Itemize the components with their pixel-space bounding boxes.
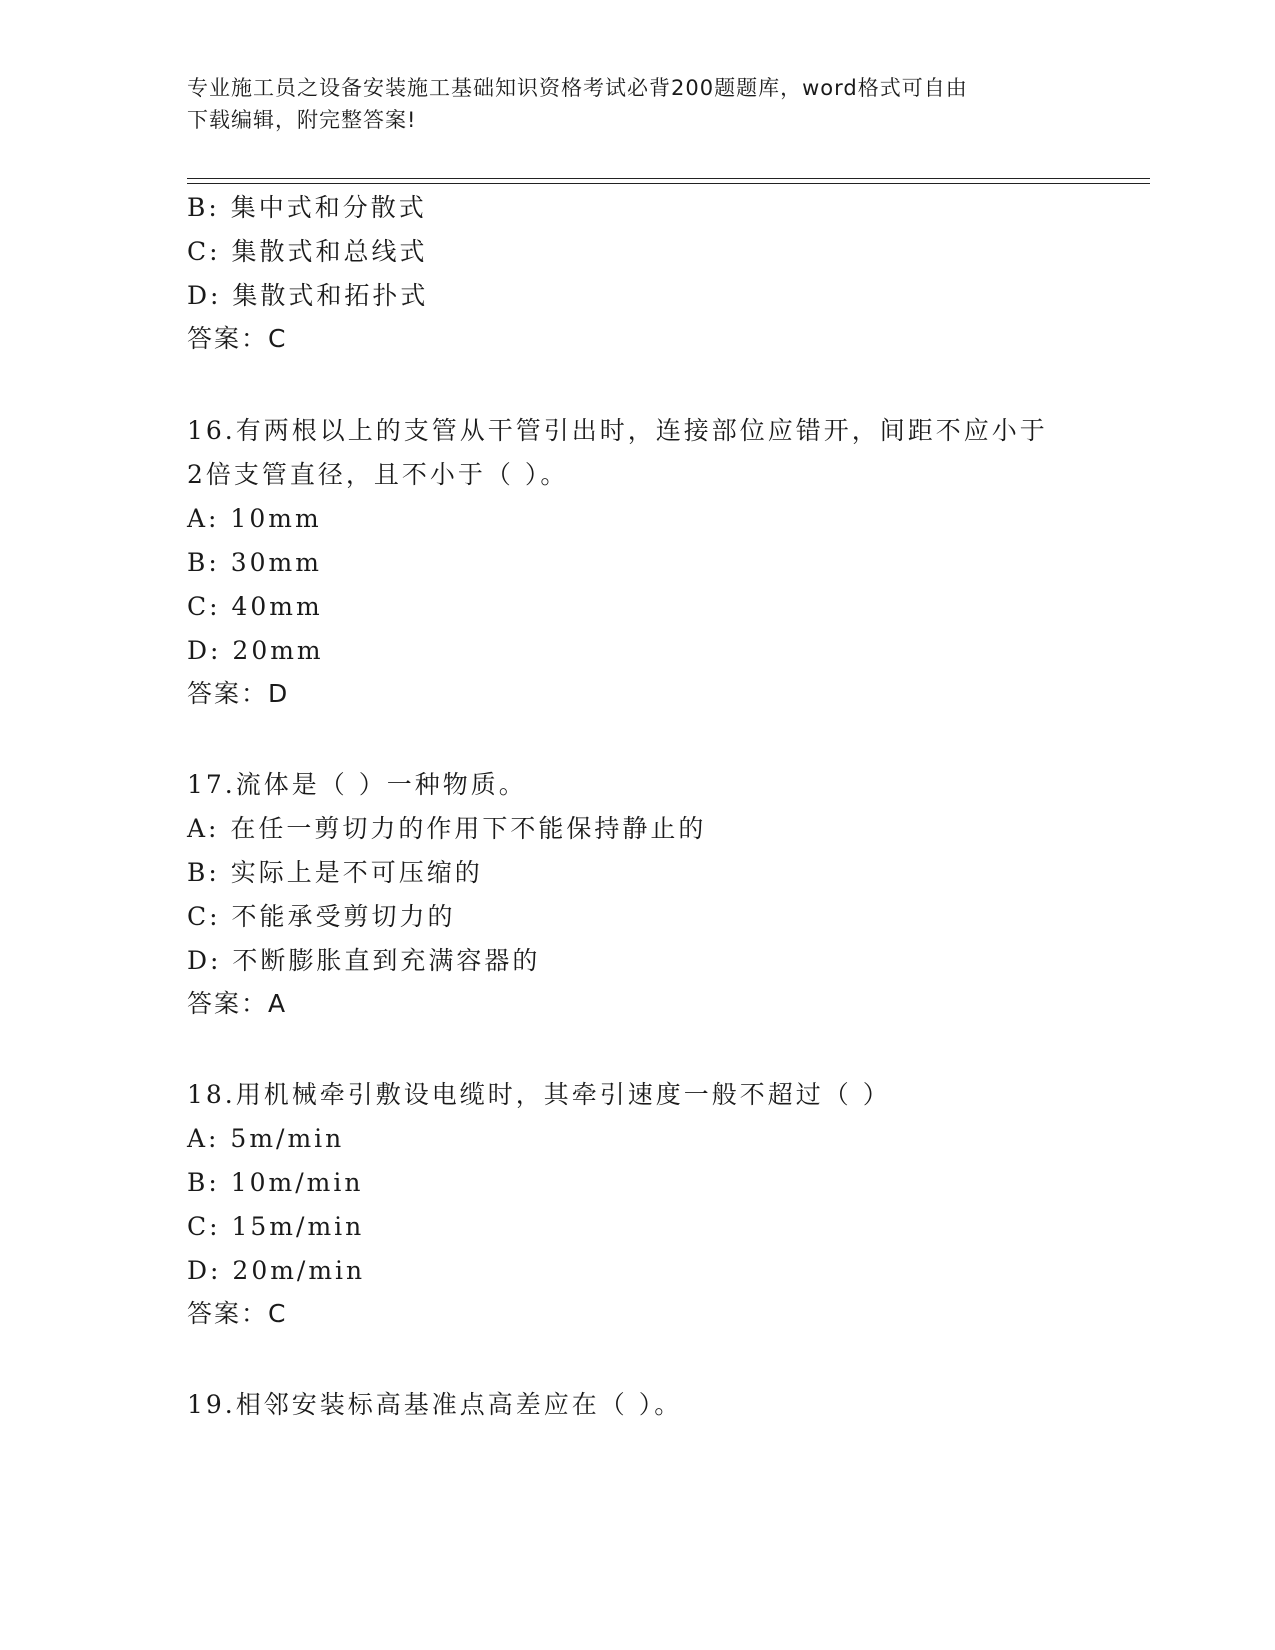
q16-option-d: D: 20mm xyxy=(187,636,324,665)
q17-option-d: D: 不断膨胀直到充满容器的 xyxy=(187,946,541,975)
q16-answer: 答案：D xyxy=(187,679,290,708)
q18-option-d: D: 20m/min xyxy=(187,1256,366,1285)
q17-stem: 17.流体是（ ）一种物质。 xyxy=(187,770,527,799)
q16-option-c: C: 40mm xyxy=(187,592,323,621)
q17-answer: 答案：A xyxy=(187,989,288,1018)
q17-option-a: A: 在任一剪切力的作用下不能保持静止的 xyxy=(187,814,707,843)
header-divider-bottom xyxy=(187,183,1150,184)
q16-stem-line-2: 2倍支管直径，且不小于（ ）。 xyxy=(187,460,569,489)
q17-option-b: B: 实际上是不可压缩的 xyxy=(187,858,483,887)
q17-option-c: C: 不能承受剪切力的 xyxy=(187,902,456,931)
q16-option-b: B: 30mm xyxy=(187,548,322,577)
q19-stem: 19.相邻安装标高基准点高差应在（ ）。 xyxy=(187,1390,683,1419)
q16-stem-line-1: 16.有两根以上的支管从干管引出时，连接部位应错开，间距不应小于 xyxy=(187,416,1048,445)
q18-option-c: C: 15m/min xyxy=(187,1212,365,1241)
document-header xyxy=(187,72,1087,136)
q18-option-b: B: 10m/min xyxy=(187,1168,364,1197)
header-line-2: 下载编辑，附完整答案! xyxy=(187,108,417,132)
q15-answer: 答案：C xyxy=(187,324,288,353)
q18-option-a: A: 5m/min xyxy=(187,1124,345,1153)
q15-option-b: B: 集中式和分散式 xyxy=(187,193,427,222)
header-divider-top xyxy=(187,178,1150,179)
q15-option-c: C: 集散式和总线式 xyxy=(187,237,428,266)
q16-option-a: A: 10mm xyxy=(187,504,322,533)
q18-stem: 18.用机械牵引敷设电缆时，其牵引速度一般不超过（ ） xyxy=(187,1080,891,1109)
q15-option-d: D: 集散式和拓扑式 xyxy=(187,281,429,310)
q18-answer: 答案：C xyxy=(187,1299,288,1328)
header-line-1: 专业施工员之设备安装施工基础知识资格考试必背200题题库，word格式可自由 xyxy=(187,76,968,100)
